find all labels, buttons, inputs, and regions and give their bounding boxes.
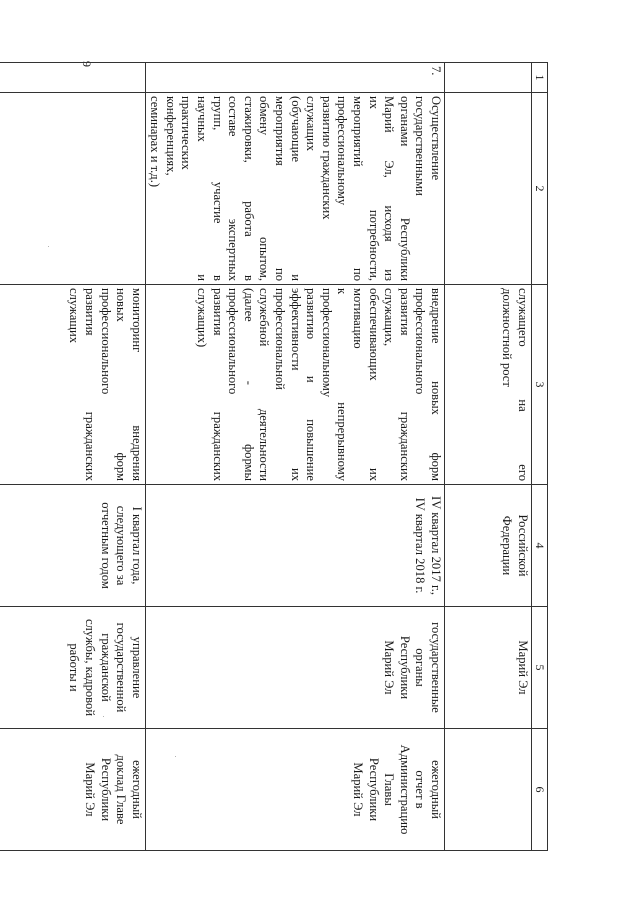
cell-line: профессиональной bbox=[273, 288, 288, 390]
executor-cell bbox=[0, 607, 145, 729]
cell-line: обеспечивающих их bbox=[366, 288, 381, 481]
cell-line: службы, кадровой bbox=[82, 618, 97, 717]
cell-line: Республики bbox=[98, 757, 113, 822]
cell-line: Республики bbox=[366, 757, 381, 822]
cell-line: IV квартал 2018 г. bbox=[413, 497, 428, 594]
cell-line: государственными bbox=[413, 96, 428, 196]
cell-line: служащих) bbox=[195, 288, 210, 348]
cell-line: следующего за bbox=[114, 505, 129, 586]
cell-line: эффективности их bbox=[288, 288, 303, 481]
cell-line: к непрерывному bbox=[335, 288, 350, 481]
cell-line: гражданской bbox=[98, 633, 113, 702]
cell-line: должностной рост bbox=[500, 288, 515, 387]
cell-line: органами Республики bbox=[397, 96, 412, 281]
result-cell bbox=[145, 729, 444, 851]
cell-line: мероприятия по bbox=[273, 96, 288, 281]
cell-line: отчетным годом bbox=[98, 502, 113, 589]
cell-line: управление bbox=[129, 636, 144, 699]
result-cell bbox=[445, 729, 532, 851]
event-cell bbox=[445, 93, 532, 285]
cell-line: их потребности, bbox=[366, 96, 381, 281]
cell-line: стажировки, работа в bbox=[241, 96, 256, 281]
term-cell bbox=[145, 485, 444, 607]
rotated-table-page bbox=[67, 62, 548, 850]
cell-line: профессиональному bbox=[335, 96, 350, 206]
cell-line: доклад Главе bbox=[114, 754, 129, 825]
cell-line: служебной деятельности bbox=[257, 288, 272, 481]
cell-line: научных и bbox=[195, 96, 210, 281]
cell-line: ежегодный bbox=[129, 760, 144, 819]
cell-line: Марий Эл bbox=[82, 762, 97, 817]
event-cell bbox=[0, 93, 145, 285]
cell-line: ежегодный bbox=[429, 760, 443, 819]
cell-line: Марий Эл bbox=[351, 762, 366, 817]
cell-line: развития гражданских bbox=[397, 288, 412, 481]
cell-line: развитию и повышение bbox=[304, 288, 319, 481]
result-cell bbox=[0, 729, 145, 851]
cell-line: Марий Эл, исходя из bbox=[382, 96, 397, 281]
column-number: 6 bbox=[532, 729, 548, 851]
cell-line: служащих, bbox=[382, 288, 397, 347]
cell-line: Федерации bbox=[500, 515, 515, 576]
action-plan-table bbox=[0, 62, 548, 851]
cell-line: Марий Эл bbox=[516, 640, 530, 695]
cell-line: органы bbox=[413, 648, 428, 687]
cell-line: развития гражданских bbox=[210, 288, 225, 481]
cell-line: Российской bbox=[516, 514, 530, 577]
cell-line: IV квартал 2017 г., bbox=[429, 496, 443, 595]
column-number: 4 bbox=[532, 485, 548, 607]
cell-line: (далее - формы bbox=[241, 288, 256, 481]
cell-line: Главы bbox=[382, 773, 397, 806]
row-number-cell bbox=[445, 63, 532, 93]
table-row bbox=[445, 63, 532, 851]
cell-line: профессионального bbox=[226, 288, 241, 395]
cell-line: профессионального bbox=[413, 288, 428, 395]
cell-line: развития гражданских bbox=[82, 288, 97, 481]
term-cell bbox=[0, 485, 145, 607]
row-number: 7. bbox=[429, 66, 443, 76]
cell-line: служащих bbox=[304, 96, 319, 152]
content-cell bbox=[145, 285, 444, 485]
event-cell bbox=[145, 93, 444, 285]
row-number-cell bbox=[145, 63, 444, 93]
cell-line: новых форм bbox=[114, 288, 129, 481]
cell-line: конференциях, bbox=[163, 96, 178, 176]
cell-line: профессионального bbox=[98, 288, 113, 395]
table-row bbox=[0, 63, 145, 851]
column-number: 5 bbox=[532, 607, 548, 729]
cell-line: (обучающие и bbox=[288, 96, 303, 281]
executor-cell bbox=[445, 607, 532, 729]
row-number-cell bbox=[0, 63, 145, 93]
cell-line: обмену опытом, bbox=[257, 96, 272, 281]
cell-line: Республики bbox=[397, 635, 412, 700]
column-number: 2 bbox=[532, 93, 548, 285]
cell-line: служащих bbox=[67, 288, 82, 344]
cell-line: профессиональному bbox=[319, 288, 334, 398]
cell-line: практических bbox=[179, 96, 194, 170]
cell-line: семинарах и т.д.) bbox=[148, 96, 163, 188]
cell-line: мотивацию bbox=[351, 288, 366, 349]
cell-line: Марий Эл bbox=[382, 640, 397, 695]
cell-line: работы и bbox=[67, 643, 82, 692]
table-row bbox=[145, 63, 444, 851]
cell-line: составе экспертных bbox=[226, 96, 241, 281]
column-number-row bbox=[532, 63, 548, 851]
cell-line: служащего на его bbox=[516, 288, 530, 481]
content-cell bbox=[445, 285, 532, 485]
cell-line: внедрение новых форм bbox=[429, 288, 443, 481]
page-number: 9 bbox=[80, 61, 94, 67]
cell-line: Осуществление bbox=[429, 96, 443, 181]
cell-line: государственные bbox=[429, 622, 443, 713]
content-cell bbox=[0, 285, 145, 485]
column-number: 1 bbox=[532, 63, 548, 93]
cell-line: I квартал года, bbox=[129, 506, 144, 585]
cell-line: групп, участие в bbox=[210, 96, 225, 281]
cell-line: Администрацию bbox=[397, 744, 412, 835]
cell-line: отчет в bbox=[413, 770, 428, 809]
cell-line: государственной bbox=[114, 622, 129, 713]
cell-line: мероприятий по bbox=[351, 96, 366, 281]
term-cell bbox=[445, 485, 532, 607]
column-number: 3 bbox=[532, 285, 548, 485]
cell-line: развитию гражданских bbox=[319, 96, 334, 220]
executor-cell bbox=[145, 607, 444, 729]
cell-line: мониторинг внедрения bbox=[129, 288, 144, 481]
